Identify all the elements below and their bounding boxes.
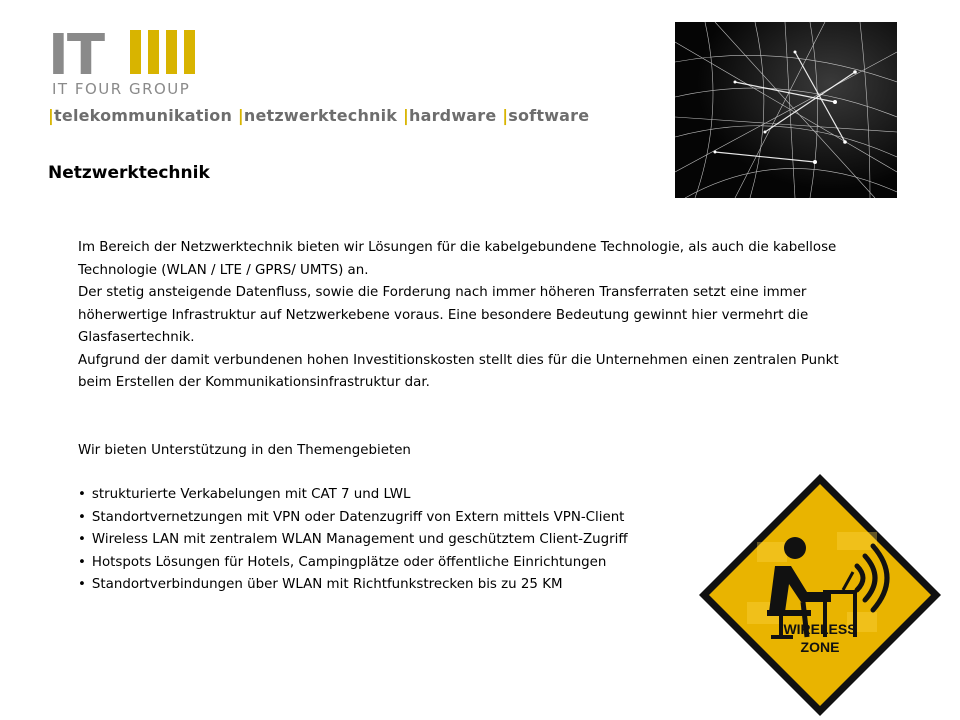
list-item: • Hotspots Lösungen für Hotels, Campingplätze oder öffentliche Einrichtungen [78, 554, 607, 570]
list-item: • Wireless LAN mit zentralem WLAN Management und geschütztem Client-Zugriff [78, 532, 628, 547]
wireless-zone-sign [697, 472, 943, 718]
list-item: • Standortvernetzungen mit VPN oder Datenzugriff von Extern mittels VPN-Client [78, 509, 625, 525]
tagline-item-hardware: hardware [408, 106, 497, 125]
tagline: |telekommunikation |netzwerktechnik |hardware |software [48, 106, 590, 125]
tagline-item-software: software [508, 106, 590, 125]
network-globe-image [675, 22, 897, 198]
tagline-item-netzwerktechnik: netzwerktechnik [243, 106, 398, 125]
sign-text-wireless: WIRELESS [783, 621, 857, 637]
tagline-item-telekommunikation: telekommunikation [54, 106, 233, 125]
logo-bars [130, 30, 195, 74]
support-intro: Wir bieten Unterstützung in den Themengebieten [78, 442, 411, 458]
paragraph-datenfluss: Der stetig ansteigende Datenfluss, sowie die Forderung nach immer höheren Transferraten setzt eine immer höherwertige Infrastruktur auf Netzwerkebene voraus. Eine besondere Bedeutung gewinnt hier vermehrt die Glasfasertechnik. [78, 285, 809, 345]
list-item: • Standortverbindungen über WLAN mit Richtfunkstrecken bis zu 25 KM [78, 577, 563, 592]
sign-text-zone: ZONE [800, 639, 840, 655]
page-title: Netzwerktechnik [48, 163, 210, 183]
list-item: • strukturierte Verkabelungen mit CAT 7 und LWL [78, 487, 411, 502]
intro-paragraph: Im Bereich der Netzwerktechnik bieten wir Lösungen für die kabelgebundene Technologie, als auch die kabellose Technologie (WLAN / LTE / GPRS/ UMTS) an. [78, 240, 837, 278]
logo-text: IT [48, 28, 104, 88]
paragraph-investitionskosten: Aufgrund der damit verbundenen hohen Investitionskosten stellt dies für die Unternehmen einen zentralen Punkt beim Erstellen der Kommunikationsinfrastruktur dar. [78, 352, 839, 390]
logo-subtitle: IT FOUR GROUP [52, 80, 191, 98]
